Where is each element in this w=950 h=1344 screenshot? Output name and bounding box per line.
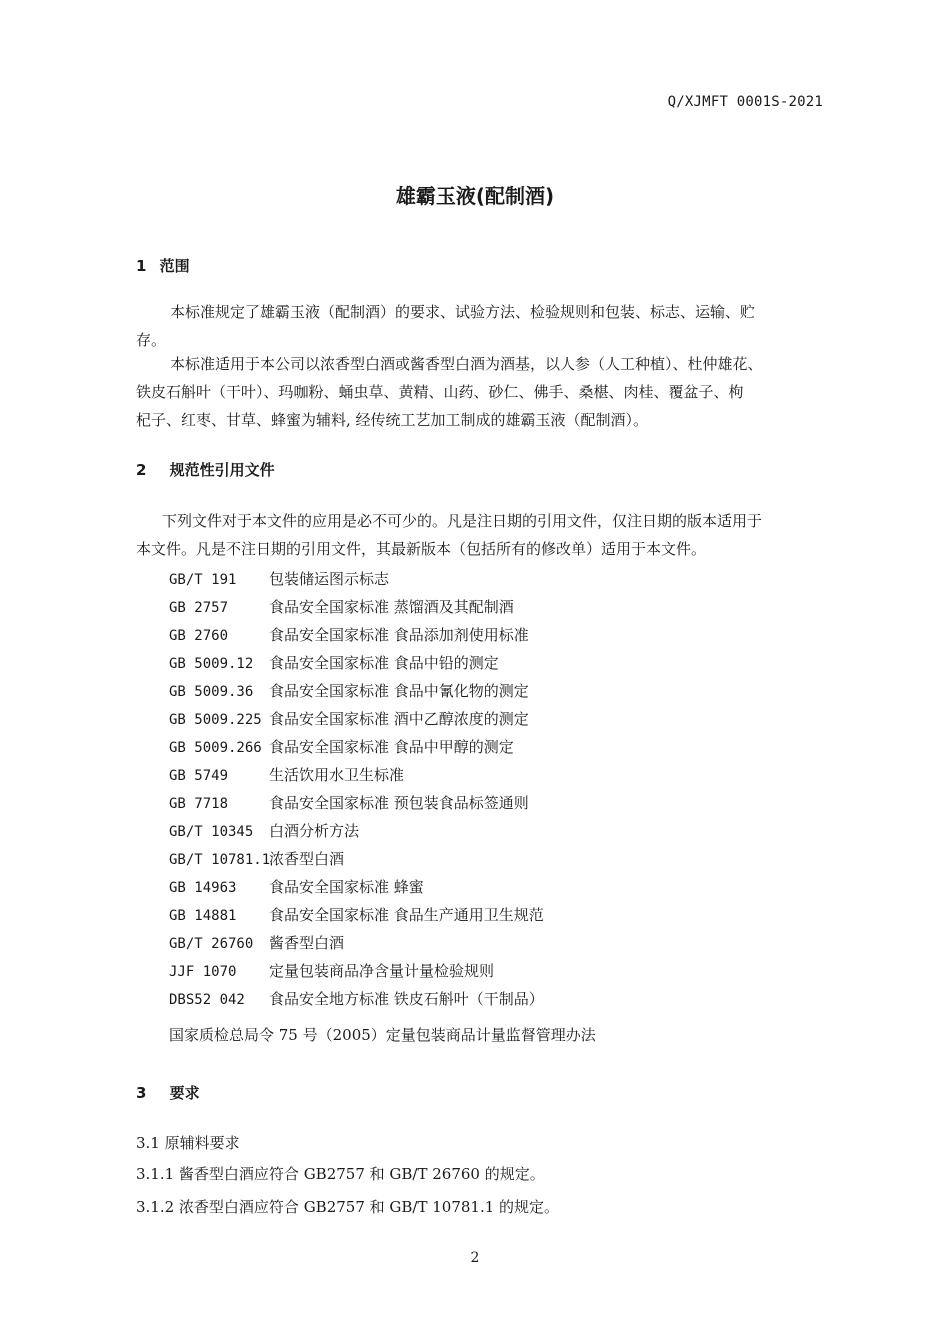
section-title: 范围 — [159, 257, 190, 275]
text-line: 铁皮石斛叶（干叶）、玛咖粉、蛹虫草、黄精、山药、砂仁、佛手、桑椹、肉桂、覆盆子、枸 — [136, 383, 744, 401]
reference-title: 食品安全国家标准 预包装食品标签通则 — [269, 794, 529, 812]
reference-title: 生活饮用水卫生标准 — [269, 766, 405, 784]
reference-item — [169, 705, 544, 733]
reference-item — [169, 789, 544, 817]
reference-code: GB 5009.225 — [169, 712, 262, 728]
reference-code: GB/T 191 — [169, 572, 237, 588]
reference-item — [169, 985, 544, 1013]
reference-code: JJF 1070 — [169, 964, 237, 980]
reference-title: 酱香型白酒 — [269, 934, 345, 952]
section-number: 1 — [136, 257, 147, 275]
reference-list — [169, 565, 544, 1013]
section-title: 要求 — [169, 1084, 200, 1102]
reference-code: GB 5009.266 — [169, 740, 262, 756]
reference-code: GB/T 26760 — [169, 936, 254, 952]
reference-item — [169, 761, 544, 789]
text-line: 杞子、红枣、甘草、蜂蜜为辅料, 经传统工艺加工制成的雄霸玉液（配制酒）。 — [136, 411, 649, 429]
section-1-heading — [136, 255, 190, 276]
reference-item — [169, 677, 544, 705]
reference-title: 定量包装商品净含量计量检验规则 — [269, 962, 495, 980]
reference-item — [169, 649, 544, 677]
reference-code: GB 5749 — [169, 768, 229, 784]
reference-code: GB/T 10781.1 — [169, 852, 271, 868]
scope-paragraph-2 — [136, 350, 763, 434]
section-title: 规范性引用文件 — [169, 461, 275, 479]
document-code: Q/XJMFT 0001S-2021 — [667, 94, 823, 110]
reference-item — [169, 565, 544, 593]
reference-code: GB 5009.12 — [169, 656, 254, 672]
section-2-heading — [136, 459, 275, 480]
reference-item — [169, 901, 544, 929]
section-number: 2 — [136, 461, 147, 479]
reference-item — [169, 873, 544, 901]
reference-code: GB 7718 — [169, 796, 229, 812]
text-line: 下列文件对于本文件的应用是必不可少的。凡是注日期的引用文件，仅注日期的版本适用于 — [162, 512, 763, 530]
subsection-3-1: 3.1 原辅料要求 — [136, 1134, 240, 1152]
text-line: 本标准适用于本公司以浓香型白酒或酱香型白酒为酒基，以人参（人工种植）、杜仲雄花、 — [170, 355, 763, 373]
subsection-3-1-2: 3.1.2 浓香型白酒应符合 GB2757 和 GB/T 10781.1 的规定。 — [136, 1198, 560, 1216]
reference-title: 食品安全国家标准 食品中甲醇的测定 — [269, 738, 514, 756]
reference-last-item: 国家质检总局令 75 号（2005）定量包装商品计量监督管理办法 — [169, 1026, 596, 1044]
reference-title: 食品安全国家标准 食品生产通用卫生规范 — [269, 906, 544, 924]
subsection-3-1-1: 3.1.1 酱香型白酒应符合 GB2757 和 GB/T 26760 的规定。 — [136, 1165, 545, 1183]
reference-code: GB 2757 — [169, 600, 229, 616]
reference-item — [169, 593, 544, 621]
reference-title: 食品安全国家标准 蒸馏酒及其配制酒 — [269, 598, 514, 616]
reference-code: GB 14881 — [169, 908, 237, 924]
reference-code: GB 2760 — [169, 628, 229, 644]
reference-item — [169, 733, 544, 761]
reference-item — [169, 621, 544, 649]
reference-item — [169, 929, 544, 957]
document-title: 雄霸玉液(配制酒) — [395, 184, 555, 208]
reference-item — [169, 817, 544, 845]
reference-item — [169, 845, 544, 873]
text-line: 本文件。凡是不注日期的引用文件，其最新版本（包括所有的修改单）适用于本文件。 — [136, 540, 707, 558]
reference-title: 食品安全国家标准 食品中氰化物的测定 — [269, 682, 529, 700]
reference-code: DBS52 042 — [169, 992, 245, 1008]
section-number: 3 — [136, 1084, 147, 1102]
reference-code: GB 14963 — [169, 880, 237, 896]
references-intro — [136, 507, 762, 563]
section-3-heading — [136, 1082, 200, 1103]
reference-item — [169, 957, 544, 985]
reference-title: 食品安全国家标准 食品中铅的测定 — [269, 654, 499, 672]
reference-title: 食品安全国家标准 蜂蜜 — [269, 878, 424, 896]
scope-paragraph-1 — [136, 298, 755, 354]
reference-title: 包装储运图示标志 — [269, 570, 390, 588]
reference-title: 食品安全国家标准 酒中乙醇浓度的测定 — [269, 710, 529, 728]
text-line: 本标准规定了雄霸玉液（配制酒）的要求、试验方法、检验规则和包装、标志、运输、贮 — [170, 303, 756, 321]
page-number: 2 — [470, 1250, 480, 1266]
reference-title: 浓香型白酒 — [269, 850, 345, 868]
text-line: 存。 — [136, 331, 167, 349]
reference-title: 白酒分析方法 — [269, 822, 360, 840]
reference-title: 食品安全地方标准 铁皮石斛叶（干制品） — [269, 990, 544, 1008]
reference-code: GB 5009.36 — [169, 684, 254, 700]
reference-code: GB/T 10345 — [169, 824, 254, 840]
reference-title: 食品安全国家标准 食品添加剂使用标准 — [269, 626, 529, 644]
